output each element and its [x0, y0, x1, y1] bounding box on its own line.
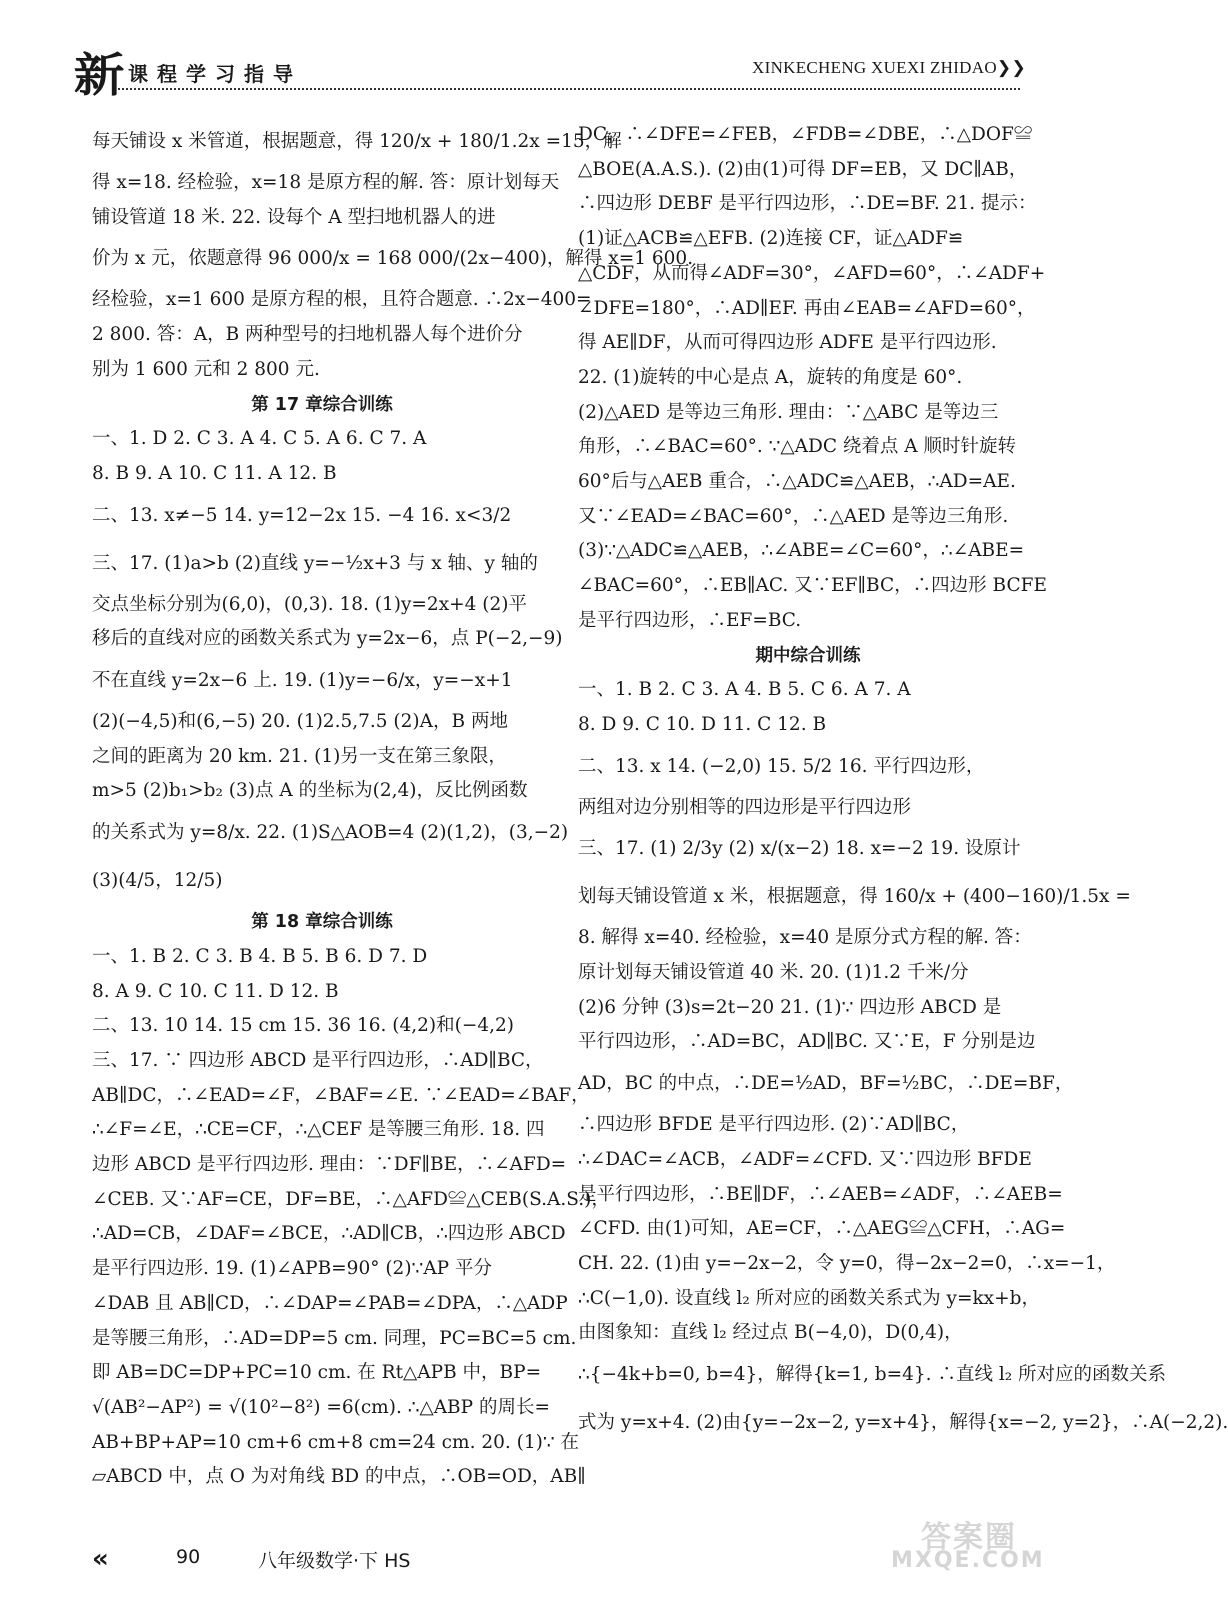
answer-line: ∴AD=CB，∠DAF=∠BCE，∴AD∥CB，∴四边形 ABCD	[92, 1223, 566, 1245]
answer-line: DC，∴∠DFE=∠FEB，∠FDB=∠DBE，∴△DOF≌	[578, 124, 1033, 145]
page-footer	[92, 1544, 592, 1580]
answer-line: (2)6 分钟 (3)s=2t−20 21. (1)∵ 四边形 ABCD 是	[578, 996, 1002, 1018]
answer-line: 交点坐标分别为(6,0)，(0,3). 18. (1)y=2x+4 (2)平	[92, 593, 527, 615]
watermark-url: MXQE.COM	[891, 1548, 1045, 1573]
answer-line: 式为 y=x+4. (2)由{y=−2x−2, y=x+4}，解得{x=−2, y=2}，∴A(−2,2).	[578, 1412, 1228, 1434]
chevron-left-icon: «	[92, 1544, 109, 1574]
section-title-ch17: 第 17 章综合训练	[251, 394, 393, 415]
answer-line: 二、13. 10 14. 15 cm 15. 36 16. (4,2)和(−4,2)	[92, 1015, 514, 1037]
section-title-midterm: 期中综合训练	[755, 645, 861, 666]
answer-line: ∴四边形 DEBF 是平行四边形，∴DE=BF. 21. 提示：	[578, 193, 1037, 215]
answer-line: ∠BAC=60°，∴EB∥AC. 又∵EF∥BC，∴四边形 BCFE	[578, 575, 1047, 597]
answer-line: 平行四边形，∴AD=BC，AD∥BC. 又∵E，F 分别是边	[578, 1031, 1036, 1053]
answer-line: (1)证△ACB≌△EFB. (2)连接 CF，证△ADF≌	[578, 228, 964, 250]
answer-line: ∠DAB 且 AB∥CD，∴∠DAP=∠PAB=∠DPA，∴△ADP	[92, 1292, 568, 1314]
answer-line: ∴C(−1,0). 设直线 l₂ 所对应的函数关系式为 y=kx+b，	[578, 1287, 1040, 1309]
answer-line: ∴∠F=∠E，∴CE=CF，∴△CEF 是等腰三角形. 18. 四	[92, 1119, 545, 1141]
answer-line: 得 x=18. 经检验，x=18 是原方程的解. 答：原计划每天	[92, 172, 560, 193]
answer-line: ∠DFE=180°，∴AD∥EF. 再由∠EAB=∠AFD=60°，	[578, 297, 1036, 319]
answer-line: ∴∠DAC=∠ACB，∠ADF=∠CFD. 又∵四边形 BFDE	[578, 1148, 1032, 1170]
answer-line: 别为 1 600 元和 2 800 元.	[92, 358, 320, 380]
answer-line: 之间的距离为 20 km. 21. (1)另一支在第三象限，	[92, 745, 507, 767]
answer-line: 由图象知：直线 l₂ 经过点 B(−4,0)，D(0,4)，	[578, 1322, 963, 1344]
answer-line: 是平行四边形. 19. (1)∠APB=90° (2)∵AP 平分	[92, 1258, 493, 1280]
answer-line: AD，BC 的中点，∴DE=½AD，BF=½BC，∴DE=BF，	[578, 1073, 1074, 1095]
answer-line: ∴四边形 BFDE 是平行四边形. (2)∵AD∥BC，	[578, 1114, 970, 1136]
answer-line: √(AB²−AP²) = √(10²−8²) =6(cm). ∴△ABP 的周长=	[92, 1396, 550, 1418]
answer-line: 2 800. 答：A，B 两种型号的扫地机器人每个进价分	[92, 324, 523, 346]
answer-line: 8. 解得 x=40. 经检验，x=40 是原分式方程的解. 答：	[578, 927, 1032, 949]
answer-line: 铺设管道 18 米. 22. 设每个 A 型扫地机器人的进	[92, 206, 496, 228]
answer-line: 角形，∴∠BAC=60°. ∵△ADC 绕着点 A 顺时针旋转	[578, 436, 1017, 458]
watermark-text: 答案圈	[921, 1520, 1017, 1555]
answer-line: 价为 x 元，依题意得 96 000/x = 168 000/(2x−400)，解得 x=1 600.	[92, 248, 694, 270]
answer-line: AB+BP+AP=10 cm+6 cm+8 cm=24 cm. 20. (1)∵ 在	[92, 1431, 579, 1453]
answer-line: △CDF，从而得∠ADF=30°，∠AFD=60°，∴∠ADF+	[578, 262, 1046, 284]
answer-line: 一、1. B 2. C 3. B 4. B 5. B 6. D 7. D	[92, 945, 428, 967]
answer-line: 8. D 9. C 10. D 11. C 12. B	[578, 713, 827, 735]
answer-line: △BOE(A.A.S.). (2)由(1)可得 DF=EB，又 DC∥AB，	[578, 158, 1028, 180]
series-pinyin: XINKECHENG XUEXI ZHIDAO❯❯	[752, 58, 1026, 77]
answer-line: 边形 ABCD 是平行四边形. 理由：∵DF∥BE，∴∠AFD=	[92, 1154, 567, 1176]
answer-line: (2)△AED 是等边三角形. 理由：∵△ABC 是等边三	[578, 401, 999, 423]
answer-line: 三、17. (1)a>b (2)直线 y=−½x+3 与 x 轴、y 轴的	[92, 552, 538, 574]
answer-line: ∠CEB. 又∵AF=CE，DF=BE，∴△AFD≌△CEB(S.A.S.)，	[92, 1188, 610, 1210]
answer-line: (2)(−4,5)和(6,−5) 20. (1)2.5,7.5 (2)A，B 两地	[92, 711, 508, 733]
right-column	[578, 118, 1228, 1447]
watermark-logo	[871, 1512, 1051, 1576]
answer-line: 是平行四边形，∴EF=BC.	[578, 609, 802, 631]
series-logo-char: 新	[73, 48, 125, 102]
answer-line: AB∥DC，∴∠EAD=∠F，∠BAF=∠E. ∵∠EAD=∠BAF，	[92, 1084, 590, 1106]
answer-line: 两组对边分别相等的四边形是平行四边形	[578, 796, 912, 818]
answer-line: 60°后与△AEB 重合，∴△ADC≌△AEB，∴AD=AE.	[578, 471, 1016, 493]
answer-line: ▱ABCD 中，点 O 为对角线 BD 的中点，∴OB=OD，AB∥	[92, 1466, 586, 1488]
answer-line: 三、17. (1) 2/3y (2) x/(x−2) 18. x=−2 19. 设原计	[578, 838, 1021, 860]
answer-line: 即 AB=DC=DP+PC=10 cm. 在 Rt△APB 中，BP=	[92, 1362, 542, 1384]
answer-line: 二、13. x≠−5 14. y=12−2x 15. −4 16. x<3/2	[92, 504, 512, 526]
answer-line: 得 AE∥DF，从而可得四边形 ADFE 是平行四边形.	[578, 332, 997, 354]
answer-line: 一、1. B 2. C 3. A 4. B 5. C 6. A 7. A	[578, 679, 911, 701]
answer-line: 原计划每天铺设管道 40 米. 20. (1)1.2 千米/分	[578, 962, 969, 984]
answer-line: 每天铺设 x 米管道，根据题意，得 120/x + 180/1.2x =15，解	[92, 131, 622, 152]
header-divider	[118, 88, 1020, 90]
answer-line: CH. 22. (1)由 y=−2x−2，令 y=0，得−2x−2=0，∴x=−1，	[578, 1252, 1116, 1274]
page-number: 90	[176, 1546, 201, 1568]
answer-line: 三、17. ∵ 四边形 ABCD 是平行四边形，∴AD∥BC，	[92, 1049, 544, 1071]
answer-line: 不在直线 y=2x−6 上. 19. (1)y=−6/x，y=−x+1	[92, 670, 513, 692]
answer-line: 8. A 9. C 10. C 11. D 12. B	[92, 980, 339, 1002]
section-title-ch18: 第 18 章综合训练	[251, 912, 393, 933]
book-title: 八年级数学·下 HS	[258, 1550, 411, 1572]
answer-line: 划每天铺设管道 x 米，根据题意，得 160/x + (400−160)/1.5x =	[578, 886, 1131, 908]
answer-line: 又∵∠EAD=∠BAC=60°，∴△AED 是等边三角形.	[578, 505, 1009, 527]
answer-line: 是平行四边形，∴BE∥DF，∴∠AEB=∠ADF，∴∠AEB=	[578, 1183, 1063, 1205]
answer-line: 二、13. x 14. (−2,0) 15. 5/2 16. 平行四边形，	[578, 755, 985, 777]
answer-line: 经检验，x=1 600 是原方程的根，且符合题意. ∴2x−400=	[92, 289, 592, 311]
answer-line: 8. B 9. A 10. C 11. A 12. B	[92, 462, 337, 484]
answer-line: 一、1. D 2. C 3. A 4. C 5. A 6. C 7. A	[92, 428, 427, 450]
series-title: 课程学习指导	[128, 62, 302, 86]
answer-line: 22. (1)旋转的中心是点 A，旋转的角度是 60°.	[578, 366, 963, 388]
answer-line: 的关系式为 y=8/x. 22. (1)S△AOB=4 (2)(1,2)，(3,−2)	[92, 822, 569, 844]
answer-line: m>5 (2)b₁>b₂ (3)点 A 的坐标为(2,4)，反比例函数	[92, 780, 528, 802]
answer-line: 移后的直线对应的函数关系式为 y=2x−6，点 P(−2,−9)	[92, 628, 563, 650]
answer-line: ∴{−4k+b=0, b=4}，解得{k=1, b=4}. ∴直线 l₂ 所对应的函数关系	[578, 1364, 1167, 1386]
answer-line: ∠CFD. 由(1)可知，AE=CF，∴△AEG≌△CFH，∴AG=	[578, 1218, 1066, 1240]
answer-line: 是等腰三角形，∴AD=DP=5 cm. 同理，PC=BC=5 cm.	[92, 1327, 577, 1349]
page-header	[73, 48, 1026, 102]
answer-line: (3)∵△ADC≌△AEB，∴∠ABE=∠C=60°，∴∠ABE=	[578, 540, 1025, 562]
answer-line: (3)(4/5，12/5)	[92, 870, 223, 892]
